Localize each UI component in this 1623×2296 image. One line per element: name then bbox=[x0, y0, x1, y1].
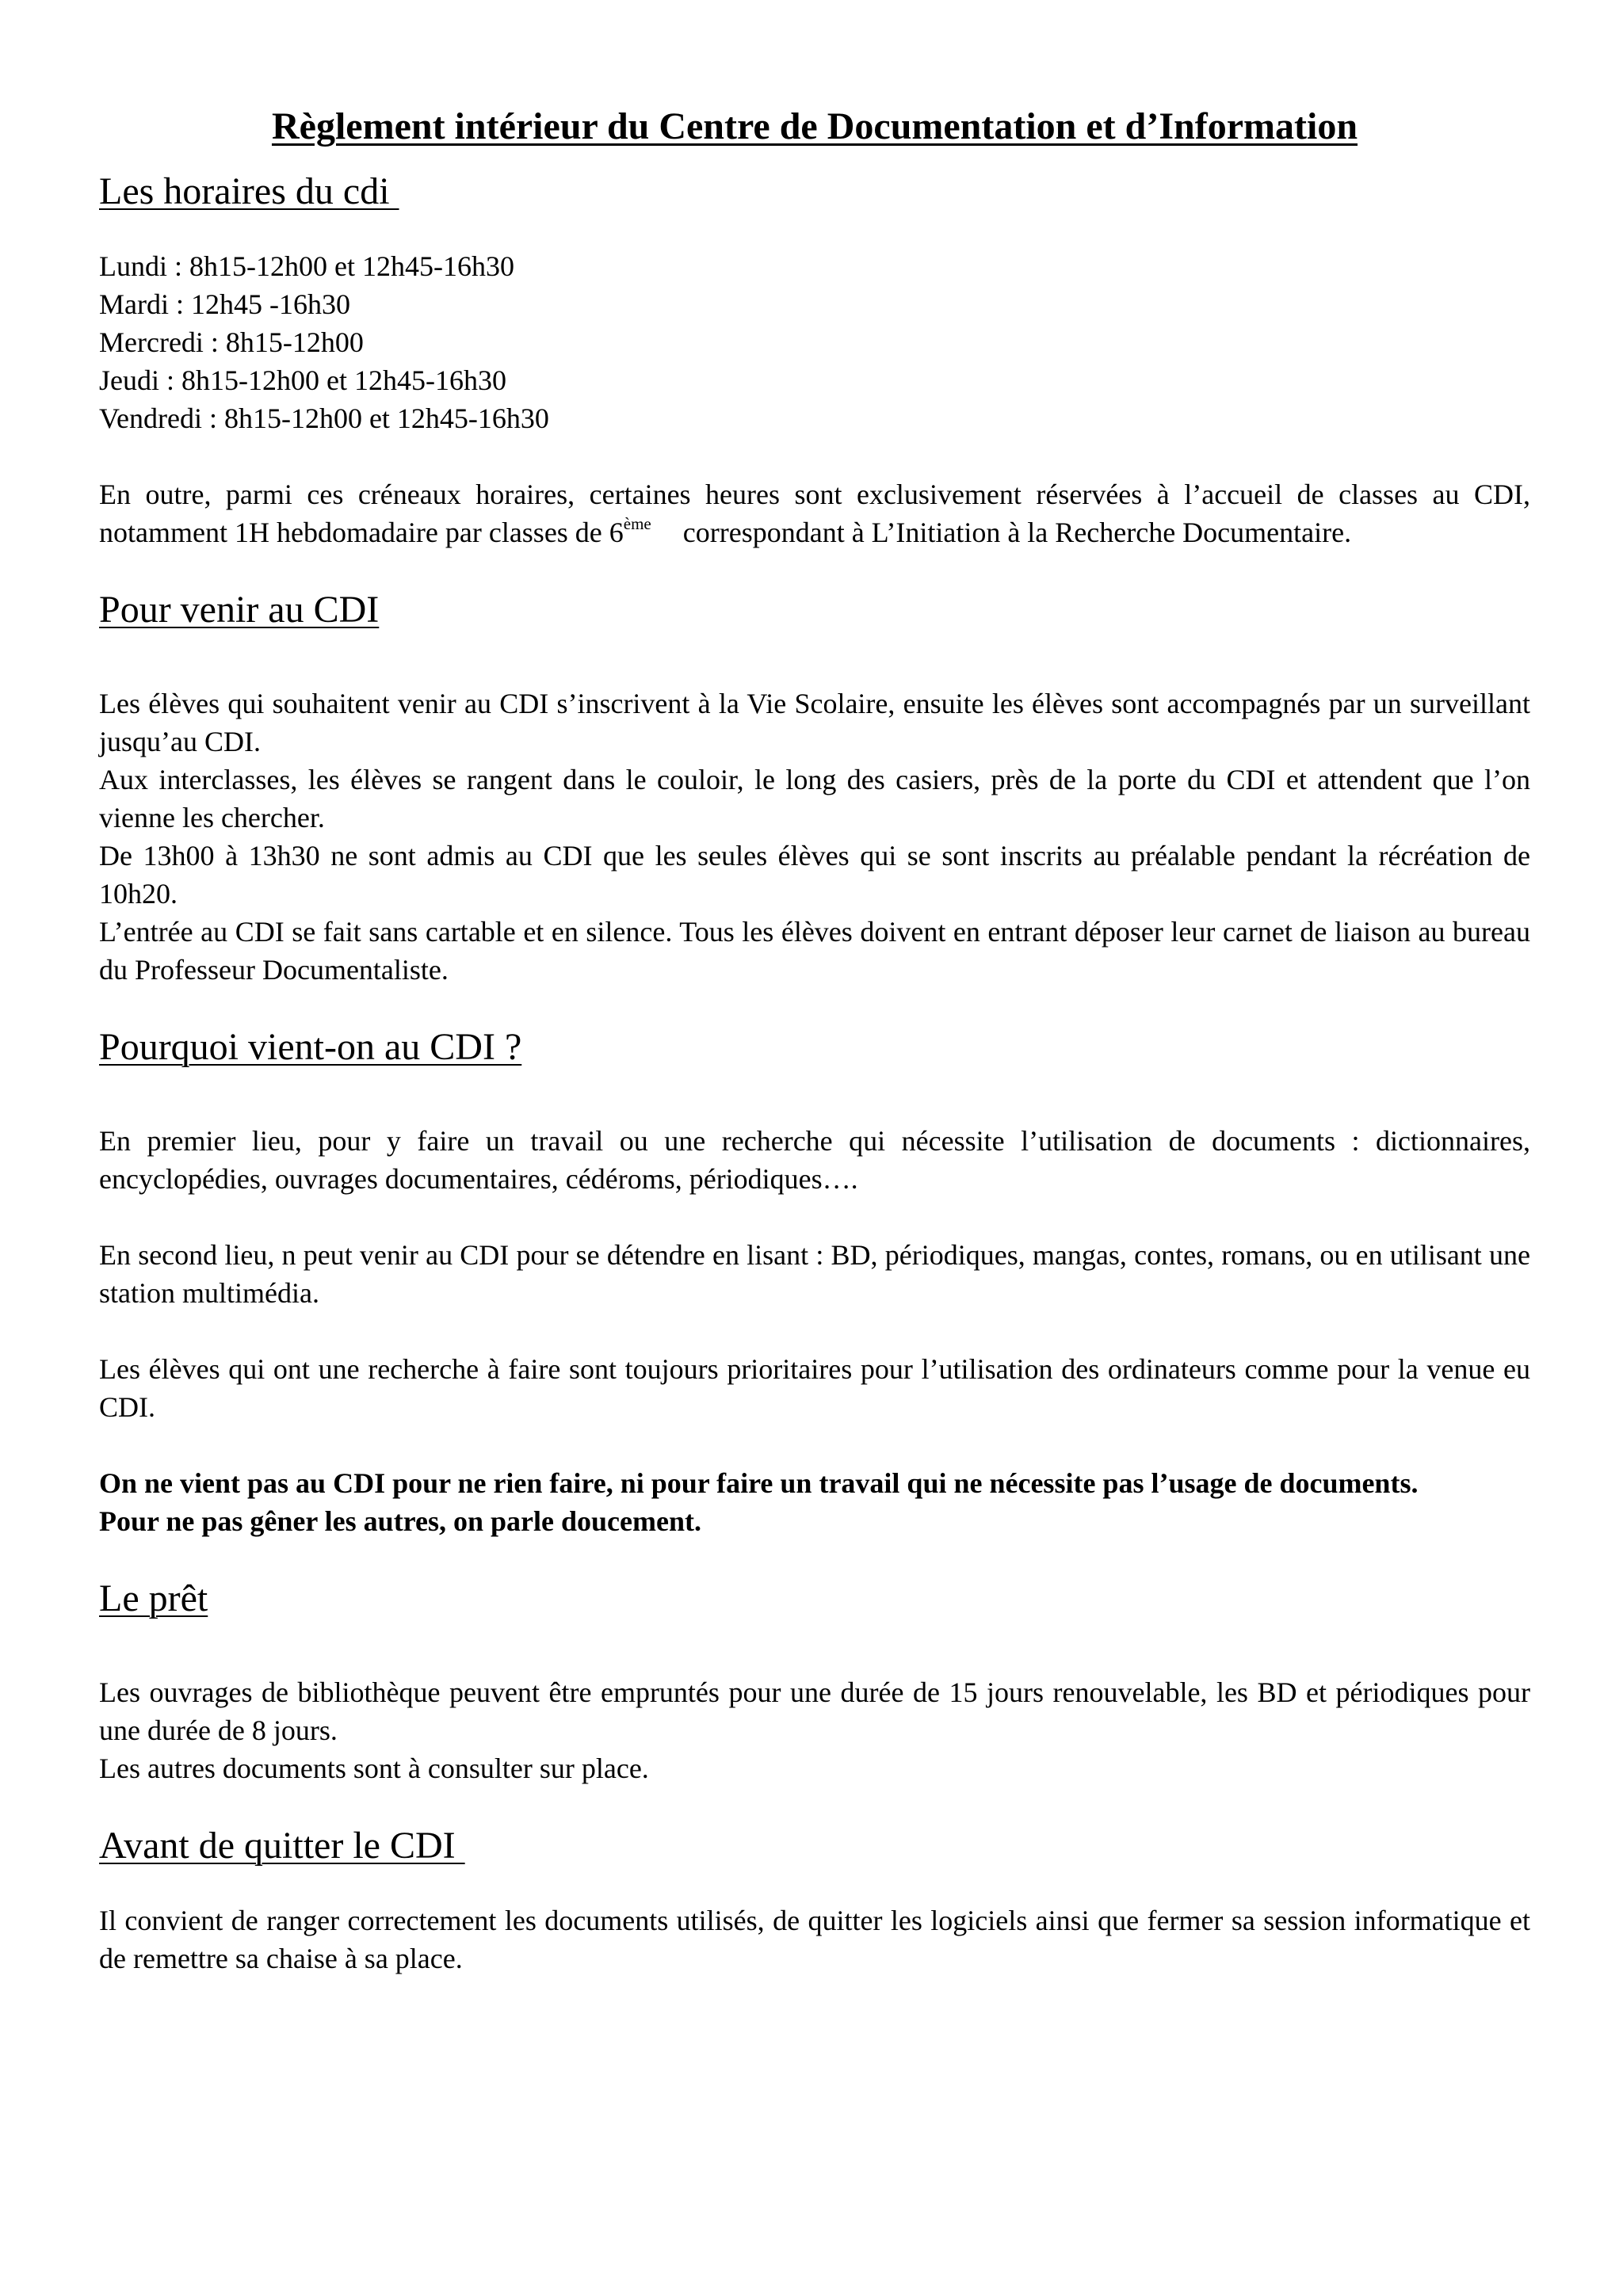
schedule-friday: Vendredi : 8h15-12h00 et 12h45-16h30 bbox=[99, 402, 549, 434]
venir-body bbox=[99, 685, 1530, 989]
schedule-tuesday: Mardi : 12h45 -16h30 bbox=[99, 288, 350, 320]
section-horaires bbox=[99, 166, 1530, 551]
pourquoi-paragraph-3: Les élèves qui ont une recherche à faire sont toujours prioritaires pour l’utilisation des ordinateurs comme pour la venue eu CDI. bbox=[99, 1353, 1530, 1423]
venir-paragraph-3: De 13h00 à 13h30 ne sont admis au CDI que les seules élèves qui se sont inscrits au préalable pendant la récréation de 10h20. bbox=[99, 840, 1530, 910]
pourquoi-rule-2: Pour ne pas gêner les autres, on parle doucement. bbox=[99, 1505, 701, 1537]
schedule-list bbox=[99, 247, 1530, 437]
venir-paragraph-4: L’entrée au CDI se fait sans cartable et en silence. Tous les élèves doivent en entrant déposer leur carnet de liaison au bureau du Professeur Documentaliste. bbox=[99, 916, 1530, 986]
document-title: Règlement intérieur du Centre de Documentation et d’Information bbox=[271, 105, 1358, 147]
schedule-thursday: Jeudi : 8h15-12h00 et 12h45-16h30 bbox=[99, 364, 506, 396]
horaires-note-text: En outre, parmi ces créneaux horaires, certaines heures sont exclusivement réservées à l’accueil de classes au CDI, notamment 1H hebdomadaire par classes de 6 bbox=[99, 479, 1530, 548]
pourquoi-rule-1: On ne vient pas au CDI pour ne rien faire, ni pour faire un travail qui ne nécessite pas l’usage de documents. bbox=[99, 1467, 1419, 1499]
section-heading-pret: Le prêt bbox=[99, 1577, 208, 1619]
superscript-eme: ème bbox=[623, 514, 651, 533]
venir-paragraph-1: Les élèves qui souhaitent venir au CDI s’inscrivent à la Vie Scolaire, ensuite les élèves sont accompagnés par un surveillant jusqu’au CDI. bbox=[99, 688, 1530, 757]
schedule-monday: Lundi : 8h15-12h00 et 12h45-16h30 bbox=[99, 250, 514, 282]
section-heading-venir: Pour venir au CDI bbox=[99, 589, 380, 631]
section-venir bbox=[99, 585, 1530, 989]
pourquoi-paragraph-1: En premier lieu, pour y faire un travail ou une recherche qui nécessite l’utilisation de documents : dictionnaires, encyclopédies, ouvrages documentaires, cédéroms, périodiques…. bbox=[99, 1125, 1530, 1195]
quitter-paragraph-1: Il convient de ranger correctement les documents utilisés, de quitter les logiciels ainsi que fermer sa session informatique et de remettre sa chaise à sa place. bbox=[99, 1905, 1530, 1974]
section-pourquoi bbox=[99, 1022, 1530, 1540]
section-heading-horaires: Les horaires du cdi bbox=[99, 170, 399, 212]
document-page bbox=[99, 101, 1530, 1978]
venir-paragraph-2: Aux interclasses, les élèves se rangent dans le couloir, le long des casiers, près de la porte du CDI et attendent que l’on vienne les chercher. bbox=[99, 764, 1530, 833]
section-heading-quitter: Avant de quitter le CDI bbox=[99, 1825, 465, 1867]
section-pret bbox=[99, 1573, 1530, 1787]
section-heading-pourquoi: Pourquoi vient-on au CDI ? bbox=[99, 1026, 522, 1068]
horaires-note-end: correspondant à L’Initiation à la Recherche Documentaire. bbox=[682, 517, 1352, 548]
pret-paragraph-1: Les ouvrages de bibliothèque peuvent être empruntés pour une durée de 15 jours renouvelable, les BD et périodiques pour une durée de 8 jours. bbox=[99, 1676, 1530, 1746]
schedule-wednesday: Mercredi : 8h15-12h00 bbox=[99, 326, 364, 358]
section-quitter bbox=[99, 1821, 1530, 1978]
pret-paragraph-2: Les autres documents sont à consulter sur place. bbox=[99, 1753, 649, 1784]
pourquoi-paragraph-2: En second lieu, n peut venir au CDI pour se détendre en lisant : BD, périodiques, mangas, contes, romans, ou en utilisant une station multimédia. bbox=[99, 1239, 1530, 1309]
horaires-note bbox=[99, 475, 1530, 551]
